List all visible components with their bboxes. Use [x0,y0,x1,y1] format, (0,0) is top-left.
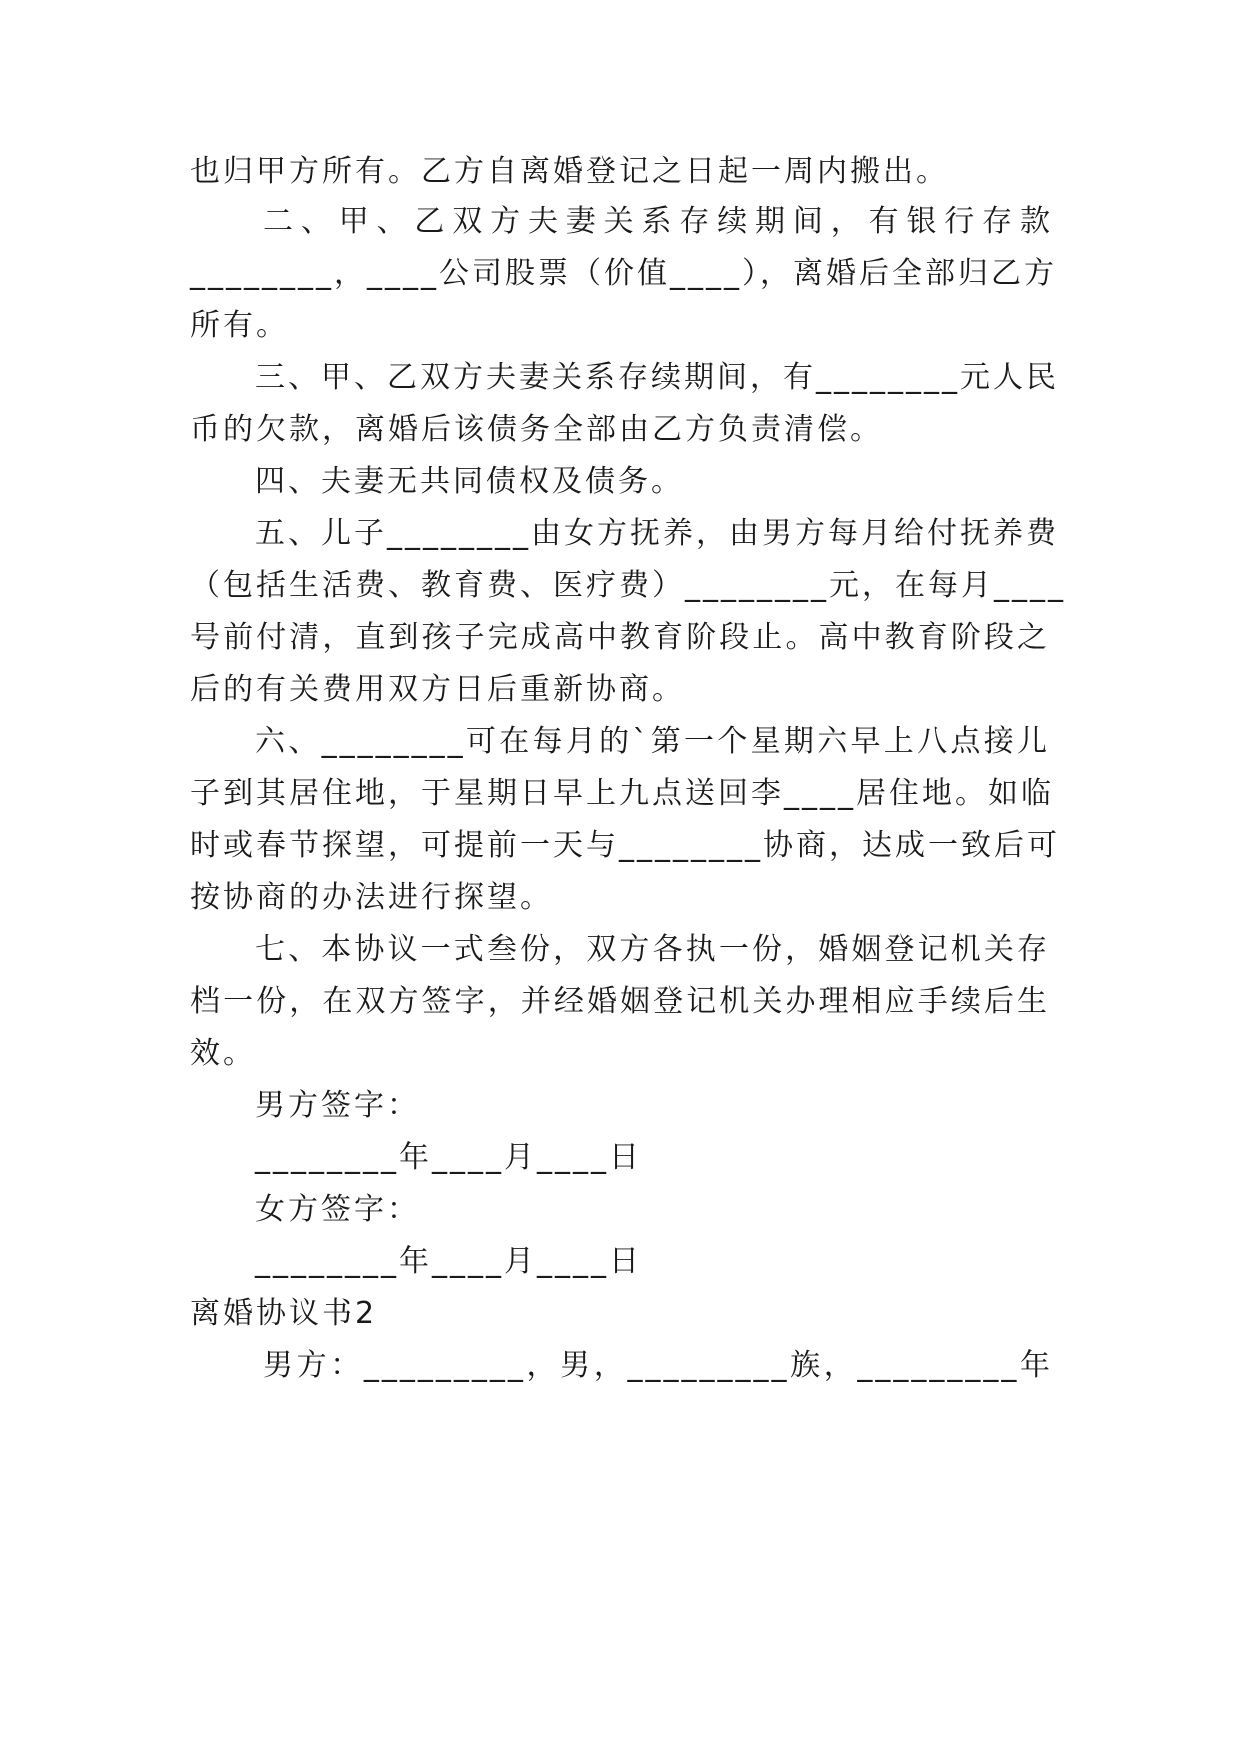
female-signature-label: 女方签字： [255,1192,420,1227]
text-line: （包括生活费、教育费、医疗费）________元，在每月____ [190,568,1066,603]
text-line: 六、________可在每月的`第一个星期六早上八点接儿 [255,724,1050,759]
text-line: 效。 [190,1036,256,1071]
text-line: 币的欠款，离婚后该债务全部由乙方负责清偿。 [190,412,883,447]
text-line: 也归甲方所有。乙方自离婚登记之日起一周内搬出。 [190,154,949,189]
male-signature-label: 男方签字： [255,1088,420,1123]
text-line: 二、甲、乙双方夫妻关系存续期间，有银行存款 [263,204,1053,239]
text-line: ________，____公司股票（价值____），离婚后全部归乙方 [190,256,1057,291]
text-line: 后的有关费用双方日后重新协商。 [190,672,685,707]
male-signature-date: ________年____月____日 [255,1140,642,1175]
text-line: 五、儿子________由女方抚养，由男方每月给付抚养费 [255,516,1059,551]
text-line: 七、本协议一式叁份，双方各执一份，婚姻登记机关存 [255,932,1050,967]
text-line: 按协商的办法进行探望。 [190,880,553,915]
section-title: 离婚协议书2 [190,1296,378,1331]
female-signature-date: ________年____月____日 [255,1244,642,1279]
text-line: 时或春节探望，可提前一天与________协商，达成一致后可 [190,828,1060,863]
text-line: 四、夫妻无共同债权及债务。 [255,464,684,499]
text-line: 男方：_________，男，_________族，_________年 [263,1348,1053,1383]
text-line: 号前付清，直到孩子完成高中教育阶段止。高中教育阶段之 [190,620,1050,655]
text-line: 子到其居住地，于星期日早上九点送回李____居住地。如临 [190,776,1054,811]
text-line: 三、甲、乙双方夫妻关系存续期间，有________元人民 [255,360,1059,395]
text-line: 档一份，在双方签字，并经婚姻登记机关办理相应手续后生 [190,984,1050,1019]
text-line: 所有。 [190,308,289,343]
